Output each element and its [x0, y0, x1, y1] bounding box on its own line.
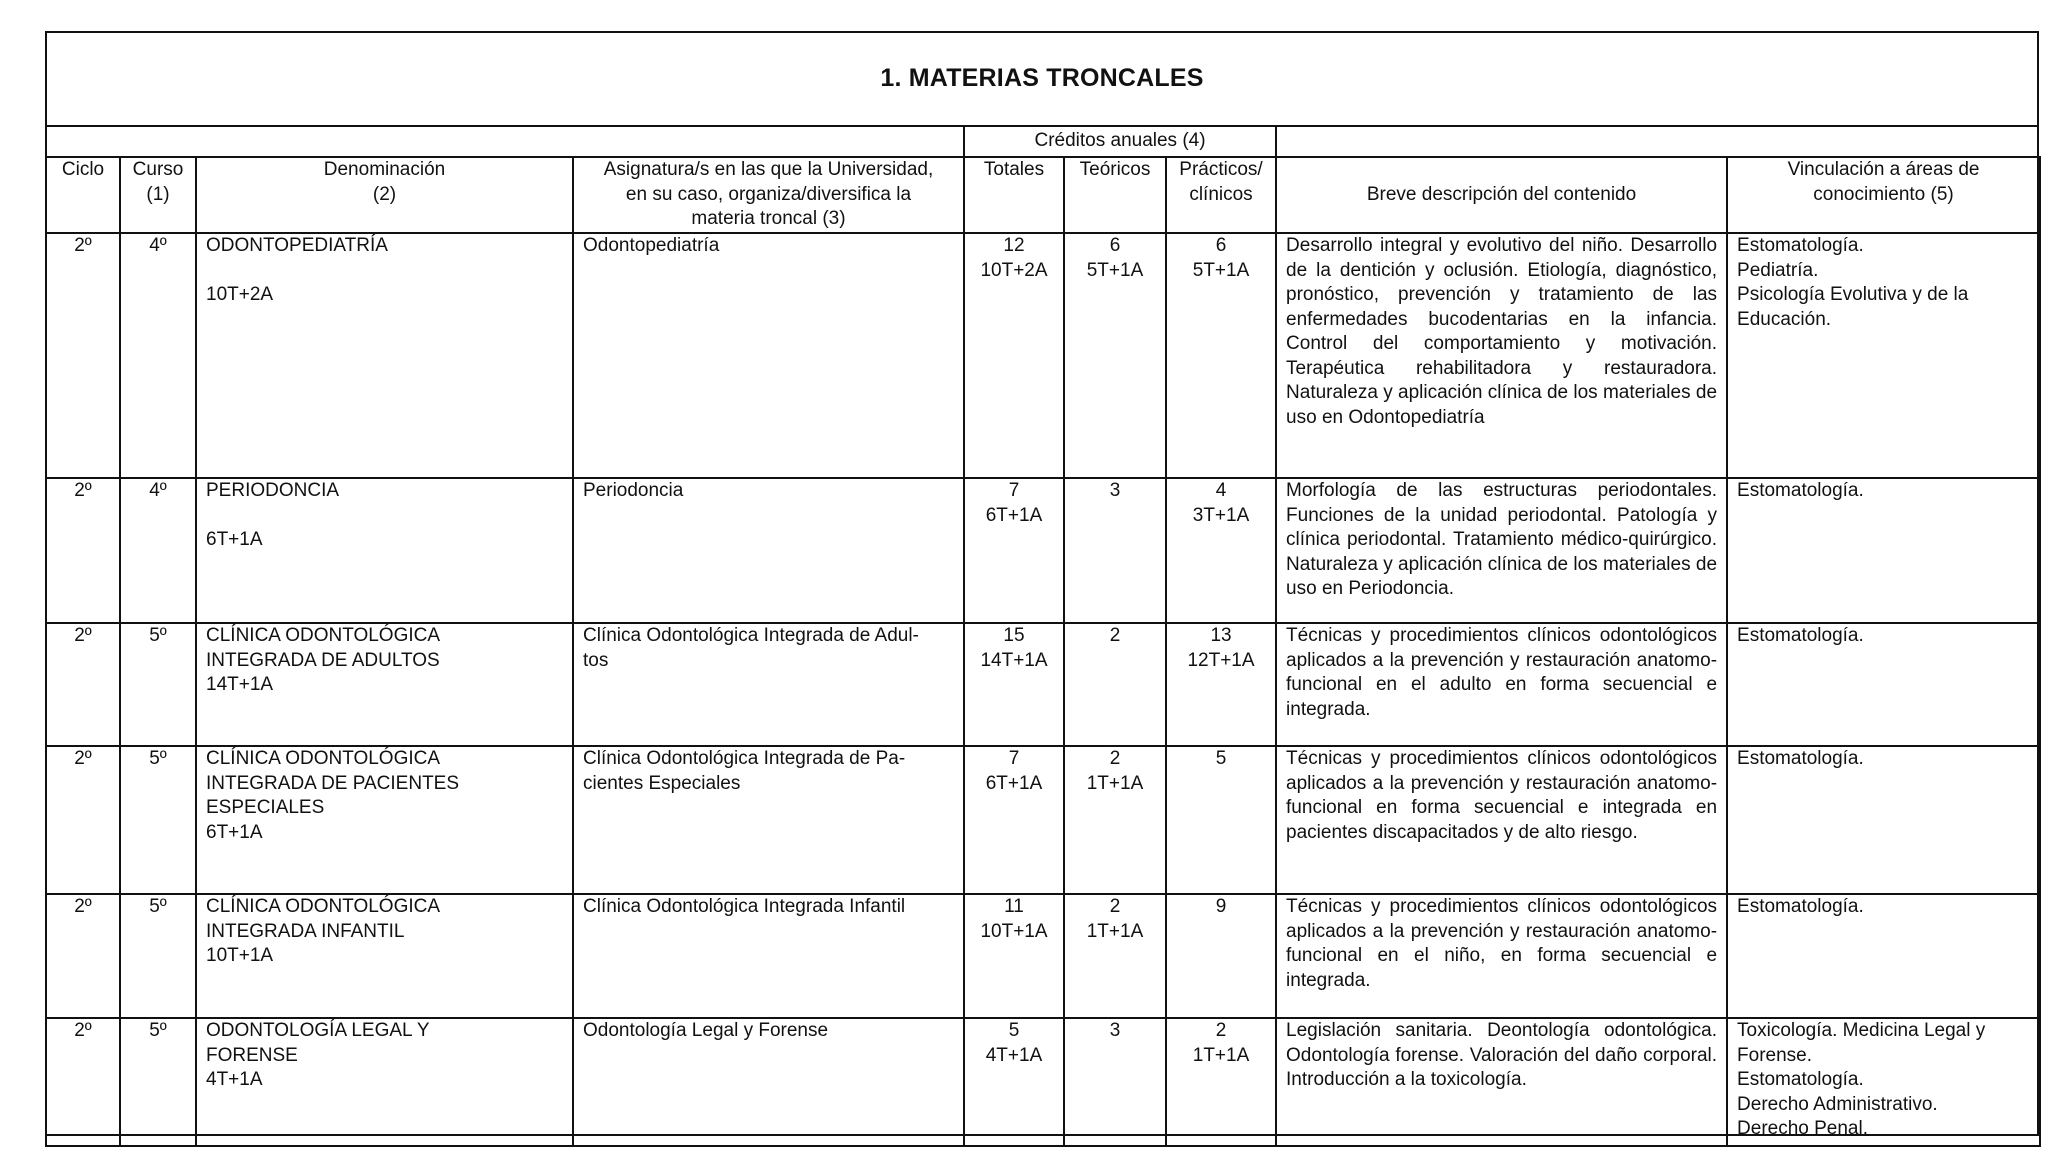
asignatura-cell: Odontopediatría — [573, 233, 964, 478]
denominacion-cell: PERIODONCIA 6T+1A — [196, 478, 573, 623]
col-teoricos: Teóricos — [1064, 157, 1166, 233]
practicos-cell: 9 — [1166, 894, 1276, 1018]
practicos-cell: 2 1T+1A — [1166, 1018, 1276, 1146]
column-header-row — [46, 157, 2040, 233]
descripcion-cell: Técnicas y procedimientos clínicos odontológicos aplicados a la prevención y restauración anatomo-funcional en el niño, en forma secuencial e integrada. — [1276, 894, 1727, 1018]
teoricos-cell: 2 1T+1A — [1064, 894, 1166, 1018]
teoricos-cell: 3 — [1064, 1018, 1166, 1146]
page-title: 1. MATERIAS TRONCALES — [880, 63, 1204, 92]
col-asignatura: Asignatura/s en las que la Universidad, en su caso, organiza/diversifica la materia troncal (3) — [573, 157, 964, 233]
descripcion-cell: Legislación sanitaria. Deontología odontológica. Odontología forense. Valoración del daño corporal. Introducción a la toxicología. — [1276, 1018, 1727, 1146]
totales-cell: 7 6T+1A — [964, 746, 1064, 894]
practicos-cell: 13 12T+1A — [1166, 623, 1276, 746]
asignatura-cell: Clínica Odontológica Integrada de Adul- tos — [573, 623, 964, 746]
curso-cell: 5º — [120, 1018, 196, 1146]
practicos-cell: 4 3T+1A — [1166, 478, 1276, 623]
ciclo-cell: 2º — [46, 1018, 120, 1146]
curso-cell: 4º — [120, 478, 196, 623]
descripcion-cell: Morfología de las estructuras periodontales. Funciones de la unidad periodontal. Patología y clínica periodontal. Tratamiento médico-quirúrgico. Naturaleza y aplicación clínica de los materiales de uso en Periodoncia. — [1276, 478, 1727, 623]
header-spacer — [46, 126, 964, 157]
materias-table — [45, 125, 2041, 1147]
creditos-header: Créditos anuales (4) — [964, 126, 1276, 157]
table-row — [46, 1018, 2040, 1146]
denominacion-cell: CLÍNICA ODONTOLÓGICA INTEGRADA INFANTIL 10T+1A — [196, 894, 573, 1018]
totales-cell: 11 10T+1A — [964, 894, 1064, 1018]
denominacion-cell: CLÍNICA ODONTOLÓGICA INTEGRADA DE PACIENTES ESPECIALES 6T+1A — [196, 746, 573, 894]
practicos-cell: 6 5T+1A — [1166, 233, 1276, 478]
vinculacion-cell: Estomatología. — [1727, 746, 2040, 894]
totales-cell: 7 6T+1A — [964, 478, 1064, 623]
col-denominacion: Denominación (2) — [196, 157, 573, 233]
ciclo-cell: 2º — [46, 746, 120, 894]
asignatura-cell: Clínica Odontológica Integrada de Pa- cientes Especiales — [573, 746, 964, 894]
totales-cell: 5 4T+1A — [964, 1018, 1064, 1146]
totales-cell: 12 10T+2A — [964, 233, 1064, 478]
descripcion-cell: Técnicas y procedimientos clínicos odontológicos aplicados a la prevención y restauración anatomo-funcional en forma secuencial e integrada en pacientes discapacitados y de alto riesgo. — [1276, 746, 1727, 894]
denominacion-cell: ODONTOLOGÍA LEGAL Y FORENSE 4T+1A — [196, 1018, 573, 1146]
title-box — [45, 31, 2039, 127]
asignatura-cell: Clínica Odontológica Integrada Infantil — [573, 894, 964, 1018]
denominacion-cell: CLÍNICA ODONTOLÓGICA INTEGRADA DE ADULTOS 14T+1A — [196, 623, 573, 746]
curso-cell: 5º — [120, 623, 196, 746]
curso-cell: 5º — [120, 894, 196, 1018]
descripcion-cell: Técnicas y procedimientos clínicos odontológicos aplicados a la prevención y restauración anatomo-funcional en el adulto en forma secuencial e integrada. — [1276, 623, 1727, 746]
col-descripcion: Breve descripción del contenido — [1276, 157, 1727, 233]
descripcion-cell: Desarrollo integral y evolutivo del niño. Desarrollo de la dentición y oclusión. Etiología, diagnóstico, pronóstico, prevención y tratamiento de las enfermedades bucodentarias en la infancia. Control del comportamiento y motivación. Terapéutica rehabilitadora y restauradora. Naturaleza y aplicación clínica de los materiales de uso en Odontopediatría — [1276, 233, 1727, 478]
teoricos-cell: 3 — [1064, 478, 1166, 623]
vinculacion-cell: Estomatología. — [1727, 623, 2040, 746]
asignatura-cell: Periodoncia — [573, 478, 964, 623]
teoricos-cell: 2 — [1064, 623, 1166, 746]
ciclo-cell: 2º — [46, 894, 120, 1018]
asignatura-cell: Odontología Legal y Forense — [573, 1018, 964, 1146]
teoricos-cell: 2 1T+1A — [1064, 746, 1166, 894]
table-row — [46, 746, 2040, 894]
table-row — [46, 623, 2040, 746]
vinculacion-cell: Estomatología. — [1727, 478, 2040, 623]
table-row — [46, 894, 2040, 1018]
practicos-cell: 5 — [1166, 746, 1276, 894]
header-spacer-right — [1276, 126, 2040, 157]
curso-cell: 4º — [120, 233, 196, 478]
table-row — [46, 478, 2040, 623]
vinculacion-cell: Estomatología. Pediatría. Psicología Evolutiva y de la Educación. — [1727, 233, 2040, 478]
vinculacion-cell: Estomatología. — [1727, 894, 2040, 1018]
vinculacion-cell: Toxicología. Medicina Legal y Forense. Estomatología. Derecho Administrativo. Derecho Penal. — [1727, 1018, 2040, 1146]
curso-cell: 5º — [120, 746, 196, 894]
col-practicos: Prácticos/ clínicos — [1166, 157, 1276, 233]
denominacion-cell: ODONTOPEDIATRÍA 10T+2A — [196, 233, 573, 478]
col-vinculacion: Vinculación a áreas de conocimiento (5) — [1727, 157, 2040, 233]
ciclo-cell: 2º — [46, 623, 120, 746]
ciclo-cell: 2º — [46, 478, 120, 623]
col-ciclo: Ciclo — [46, 157, 120, 233]
col-totales: Totales — [964, 157, 1064, 233]
table-row — [46, 233, 2040, 478]
teoricos-cell: 6 5T+1A — [1064, 233, 1166, 478]
totales-cell: 15 14T+1A — [964, 623, 1064, 746]
col-curso: Curso (1) — [120, 157, 196, 233]
ciclo-cell: 2º — [46, 233, 120, 478]
